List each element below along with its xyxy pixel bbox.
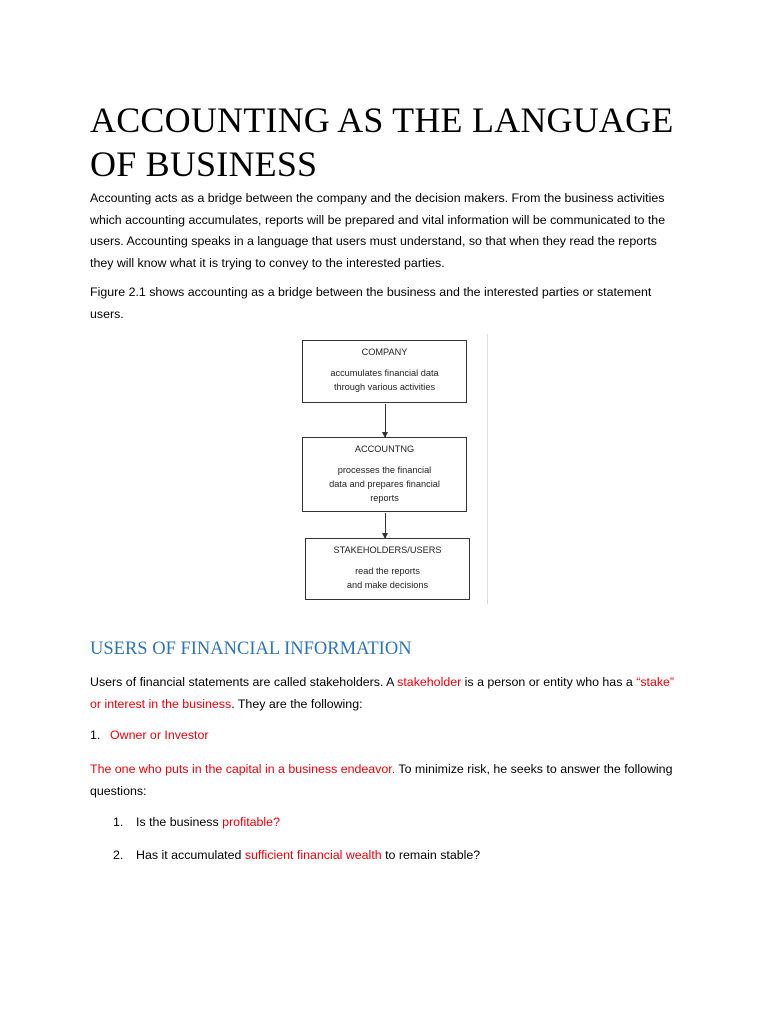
users-text: Users of financial statements are called stakeholders. A [90,675,398,689]
diagram-box-company [302,340,467,403]
question-text: Is the business [136,815,223,829]
section-heading: USERS OF FINANCIAL INFORMATION [90,639,412,659]
diagram-box-line: read the reports [355,566,420,576]
diagram-box-line: through various activities [333,382,436,392]
flow-diagram [296,332,492,606]
question-highlight: sufficient financial wealth [244,848,382,862]
diagram-box-line: reports [370,493,399,503]
diagram-box-stakeholders [305,538,470,600]
users-paragraph [90,672,682,715]
owner-definition: The one who puts in the capital in a business endeavor. [90,762,396,776]
question-text: to remain stable? [381,848,481,862]
down-arrow-icon [385,513,386,538]
list-item-owner-investor: Owner or Investor [110,728,209,742]
diagram-box-title: ACCOUNTNG [354,444,415,454]
page-title: ACCOUNTING AS THE LANGUAGE OF BUSINESS [90,100,674,184]
diagram-box-line: accumulates financial data [330,368,439,378]
users-text: . They are the following: [231,696,363,711]
question-number: 1. [113,815,124,829]
owner-text: To minimize risk, he seeks to answer the following questions: [90,762,673,798]
question-item [136,813,280,831]
diagram-box-line: data and prepares financial [329,479,440,489]
intro-paragraph: Accounting acts as a bridge between the company and the decision makers. From the business activities which accounting accumulates, reports will be prepared and vital information will be communicated to the users. Accounting speaks in a language that users must understand, so that when they read the reports they will know what it is trying to convey to the interested parties. [90,191,666,270]
question-text: Has it accumulated [136,848,245,862]
users-text: is a person or entity who has a [461,675,637,689]
down-arrow-icon [385,404,386,437]
question-highlight: profitable? [222,815,280,829]
figure-divider [487,334,488,604]
owner-paragraph [90,759,682,802]
stakeholder-term: stakeholder [397,675,462,689]
diagram-box-title: STAKEHOLDERS/USERS [333,545,442,555]
list-number: 1. [90,728,101,742]
diagram-box-title: COMPANY [361,347,408,357]
diagram-box-accounting [302,437,467,512]
diagram-box-line: and make decisions [346,580,429,590]
figure-caption-paragraph: Figure 2.1 shows accounting as a bridge between the business and the interested parties or statement users. [90,285,652,321]
stake-definition: “stake” or interest in the business [90,675,675,711]
diagram-box-line: processes the financial [337,465,432,475]
question-item [136,846,480,864]
question-number: 2. [113,848,124,862]
